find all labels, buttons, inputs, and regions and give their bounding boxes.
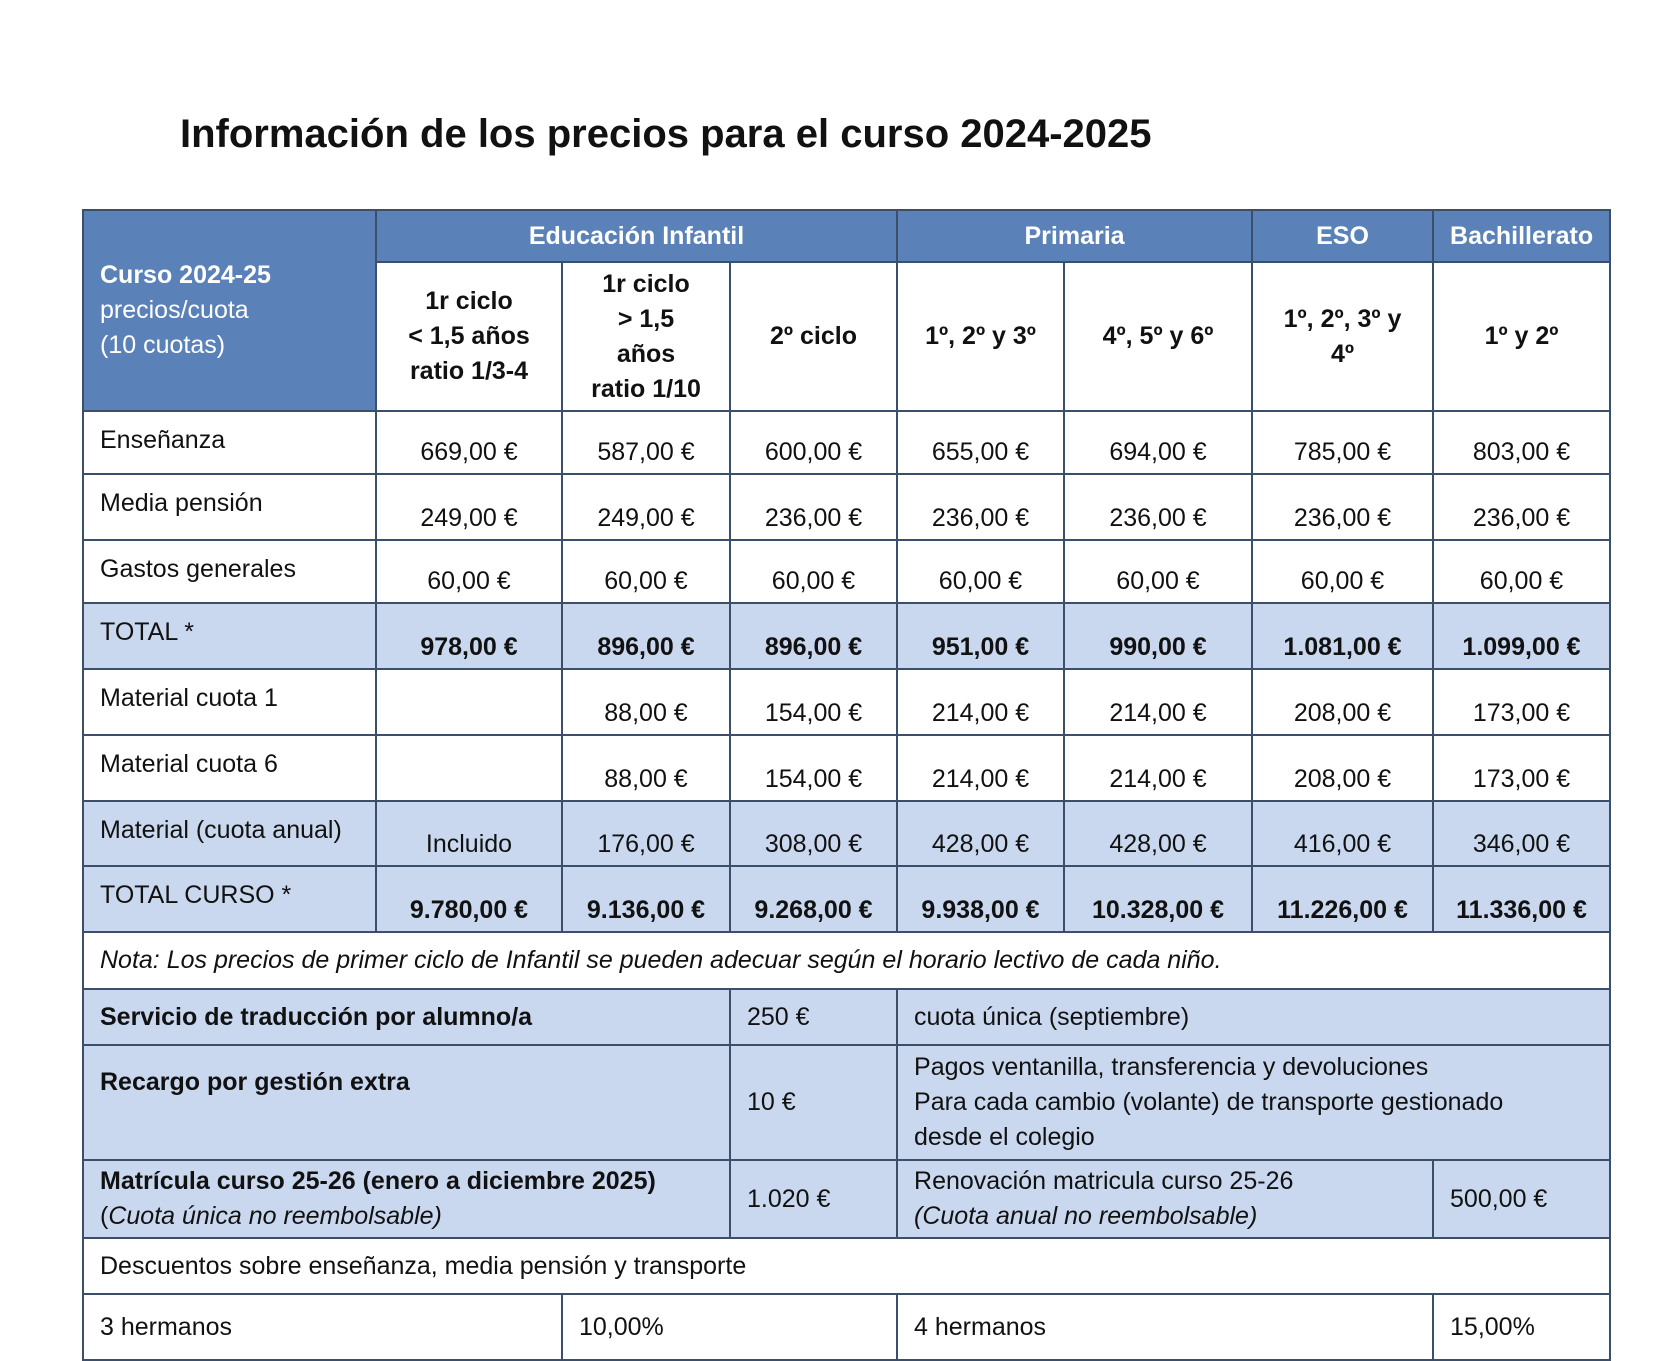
subcol-bachillerato: 1º y 2º — [1433, 262, 1610, 411]
cell-total-primaria-123: 951,00 € — [897, 603, 1064, 669]
cell-total-curso-infantil-1r-menor: 9.780,00 € — [376, 866, 562, 932]
cell-gastos-generales-eso: 60,00 € — [1252, 540, 1433, 603]
cell-total-curso-infantil-1r-mayor: 9.136,00 € — [562, 866, 730, 932]
price-table — [82, 209, 1611, 1361]
corner-line2: precios/cuota — [100, 296, 249, 324]
cell-material-anual-bachillerato: 346,00 € — [1433, 801, 1610, 866]
cell-total-curso-infantil-2o: 9.268,00 € — [730, 866, 897, 932]
cell-media-pension-primaria-456: 236,00 € — [1064, 474, 1252, 540]
cell-ensenanza-infantil-2o: 600,00 € — [730, 411, 897, 474]
row-label-total-curso: TOTAL CURSO * — [83, 866, 376, 932]
cell-media-pension-eso: 236,00 € — [1252, 474, 1433, 540]
cell-material-cuota-6-eso: 208,00 € — [1252, 735, 1433, 801]
cell-total-eso: 1.081,00 € — [1252, 603, 1433, 669]
row-label-media-pension: Media pensión — [83, 474, 376, 540]
cell-ensenanza-primaria-456: 694,00 € — [1064, 411, 1252, 474]
cell-media-pension-infantil-2o: 236,00 € — [730, 474, 897, 540]
cell-total-infantil-1r-menor: 978,00 € — [376, 603, 562, 669]
note: Nota: Los precios de primer ciclo de Infantil se pueden adecuar según el horario lectivo de cada niño. — [83, 932, 1610, 989]
renovacion-sub: (Cuota anual no reembolsable) — [914, 1202, 1258, 1230]
subcol-infantil-2o-ciclo: 2º ciclo — [730, 262, 897, 411]
cell-ensenanza-primaria-123: 655,00 € — [897, 411, 1064, 474]
cell-material-cuota-1-eso: 208,00 € — [1252, 669, 1433, 735]
renovacion-cell — [897, 1160, 1433, 1238]
cell-material-anual-infantil-1r-mayor: 176,00 € — [562, 801, 730, 866]
table-row-total — [83, 603, 1610, 669]
renovacion-price: 500,00 € — [1433, 1160, 1610, 1238]
cell-total-infantil-1r-mayor: 896,00 € — [562, 603, 730, 669]
cell-material-anual-primaria-456: 428,00 € — [1064, 801, 1252, 866]
cell-ensenanza-bachillerato: 803,00 € — [1433, 411, 1610, 474]
cell-material-anual-infantil-2o: 308,00 € — [730, 801, 897, 866]
cell-ensenanza-infantil-1r-mayor: 587,00 € — [562, 411, 730, 474]
cell-gastos-generales-infantil-1r-menor: 60,00 € — [376, 540, 562, 603]
cell-material-cuota-1-bachillerato: 173,00 € — [1433, 669, 1610, 735]
corner-line1: Curso 2024-25 — [100, 261, 271, 289]
subcol-primaria-456: 4º, 5º y 6º — [1064, 262, 1252, 411]
cell-total-curso-primaria-456: 10.328,00 € — [1064, 866, 1252, 932]
cell-material-cuota-6-infantil-1r-mayor: 88,00 € — [562, 735, 730, 801]
cell-material-cuota-6-primaria-123: 214,00 € — [897, 735, 1064, 801]
group-primaria: Primaria — [897, 210, 1252, 262]
matricula-label-cell: Matrícula curso 25-26 (enero a diciembre 2025) (Cuota única no reembolsable) — [83, 1160, 730, 1238]
page-title: Información de los precios para el curso 2024-2025 — [180, 112, 1152, 156]
traduccion-desc: cuota única (septiembre) — [897, 989, 1610, 1045]
cell-total-bachillerato: 1.099,00 € — [1433, 603, 1610, 669]
table-row-total-curso — [83, 866, 1610, 932]
cell-total-primaria-456: 990,00 € — [1064, 603, 1252, 669]
cell-media-pension-bachillerato: 236,00 € — [1433, 474, 1610, 540]
subcol-primaria-123: 1º, 2º y 3º — [897, 262, 1064, 411]
discount-3-label: 3 hermanos — [83, 1294, 562, 1360]
table-row-gastos-generales — [83, 540, 1610, 603]
header-corner — [83, 210, 376, 411]
discounts-title: Descuentos sobre enseñanza, media pensión y transporte — [83, 1238, 1610, 1294]
row-label-material-cuota-1: Material cuota 1 — [83, 669, 376, 735]
group-infantil: Educación Infantil — [376, 210, 897, 262]
cell-material-cuota-6-primaria-456: 214,00 € — [1064, 735, 1252, 801]
cell-material-cuota-6-infantil-2o: 154,00 € — [730, 735, 897, 801]
cell-material-cuota-6-infantil-1r-menor — [376, 735, 562, 801]
table-row-material-anual — [83, 801, 1610, 866]
cell-material-cuota-1-infantil-2o: 154,00 € — [730, 669, 897, 735]
cell-total-curso-eso: 11.226,00 € — [1252, 866, 1433, 932]
row-label-material-anual: Material (cuota anual) — [83, 801, 376, 866]
matricula-sub: Cuota única no reembolsable) — [108, 1202, 442, 1230]
subcol-infantil-1r-ciclo-menor: 1r ciclo < 1,5 años ratio 1/3-4 — [376, 262, 562, 411]
discount-4-label: 4 hermanos — [897, 1294, 1433, 1360]
matricula-label: Matrícula curso 25-26 (enero a diciembre 2025) — [100, 1167, 656, 1195]
table-row-ensenanza — [83, 411, 1610, 474]
discount-3-value: 10,00% — [562, 1294, 897, 1360]
cell-material-anual-eso: 416,00 € — [1252, 801, 1433, 866]
row-label-total: TOTAL * — [83, 603, 376, 669]
group-bachillerato: Bachillerato — [1433, 210, 1610, 262]
recargo-price: 10 € — [730, 1045, 897, 1160]
cell-media-pension-infantil-1r-menor: 249,00 € — [376, 474, 562, 540]
recargo-desc: Pagos ventanilla, transferencia y devoluciones Para cada cambio (volante) de transporte gestionado desde el colegio — [897, 1045, 1610, 1160]
cell-ensenanza-infantil-1r-menor: 669,00 € — [376, 411, 562, 474]
cell-material-cuota-1-primaria-456: 214,00 € — [1064, 669, 1252, 735]
cell-media-pension-primaria-123: 236,00 € — [897, 474, 1064, 540]
renovacion-label: Renovación matricula curso 25-26 — [914, 1167, 1294, 1195]
table-row-material-cuota-1 — [83, 669, 1610, 735]
cell-media-pension-infantil-1r-mayor: 249,00 € — [562, 474, 730, 540]
cell-gastos-generales-primaria-456: 60,00 € — [1064, 540, 1252, 603]
row-label-gastos-generales: Gastos generales — [83, 540, 376, 603]
cell-material-anual-primaria-123: 428,00 € — [897, 801, 1064, 866]
subcol-eso: 1º, 2º, 3º y 4º — [1252, 262, 1433, 411]
cell-gastos-generales-bachillerato: 60,00 € — [1433, 540, 1610, 603]
traduccion-price: 250 € — [730, 989, 897, 1045]
matricula-price: 1.020 € — [730, 1160, 897, 1238]
group-eso: ESO — [1252, 210, 1433, 262]
cell-gastos-generales-primaria-123: 60,00 € — [897, 540, 1064, 603]
table-row-material-cuota-6 — [83, 735, 1610, 801]
discount-4-value: 15,00% — [1433, 1294, 1610, 1360]
cell-total-infantil-2o: 896,00 € — [730, 603, 897, 669]
cell-material-cuota-1-infantil-1r-menor — [376, 669, 562, 735]
cell-material-cuota-1-primaria-123: 214,00 € — [897, 669, 1064, 735]
cell-total-curso-primaria-123: 9.938,00 € — [897, 866, 1064, 932]
cell-gastos-generales-infantil-2o: 60,00 € — [730, 540, 897, 603]
cell-total-curso-bachillerato: 11.336,00 € — [1433, 866, 1610, 932]
traduccion-label: Servicio de traducción por alumno/a — [83, 989, 730, 1045]
row-label-ensenanza: Enseñanza — [83, 411, 376, 474]
cell-material-anual-infantil-1r-menor: Incluido — [376, 801, 562, 866]
row-label-material-cuota-6: Material cuota 6 — [83, 735, 376, 801]
recargo-label: Recargo por gestión extra — [83, 1045, 730, 1160]
cell-material-cuota-1-infantil-1r-mayor: 88,00 € — [562, 669, 730, 735]
cell-gastos-generales-infantil-1r-mayor: 60,00 € — [562, 540, 730, 603]
corner-line3: (10 cuotas) — [100, 331, 226, 359]
cell-material-cuota-6-bachillerato: 173,00 € — [1433, 735, 1610, 801]
table-row-media-pension — [83, 474, 1610, 540]
subcol-infantil-1r-ciclo-mayor: 1r ciclo > 1,5 años ratio 1/10 — [562, 262, 730, 411]
cell-ensenanza-eso: 785,00 € — [1252, 411, 1433, 474]
